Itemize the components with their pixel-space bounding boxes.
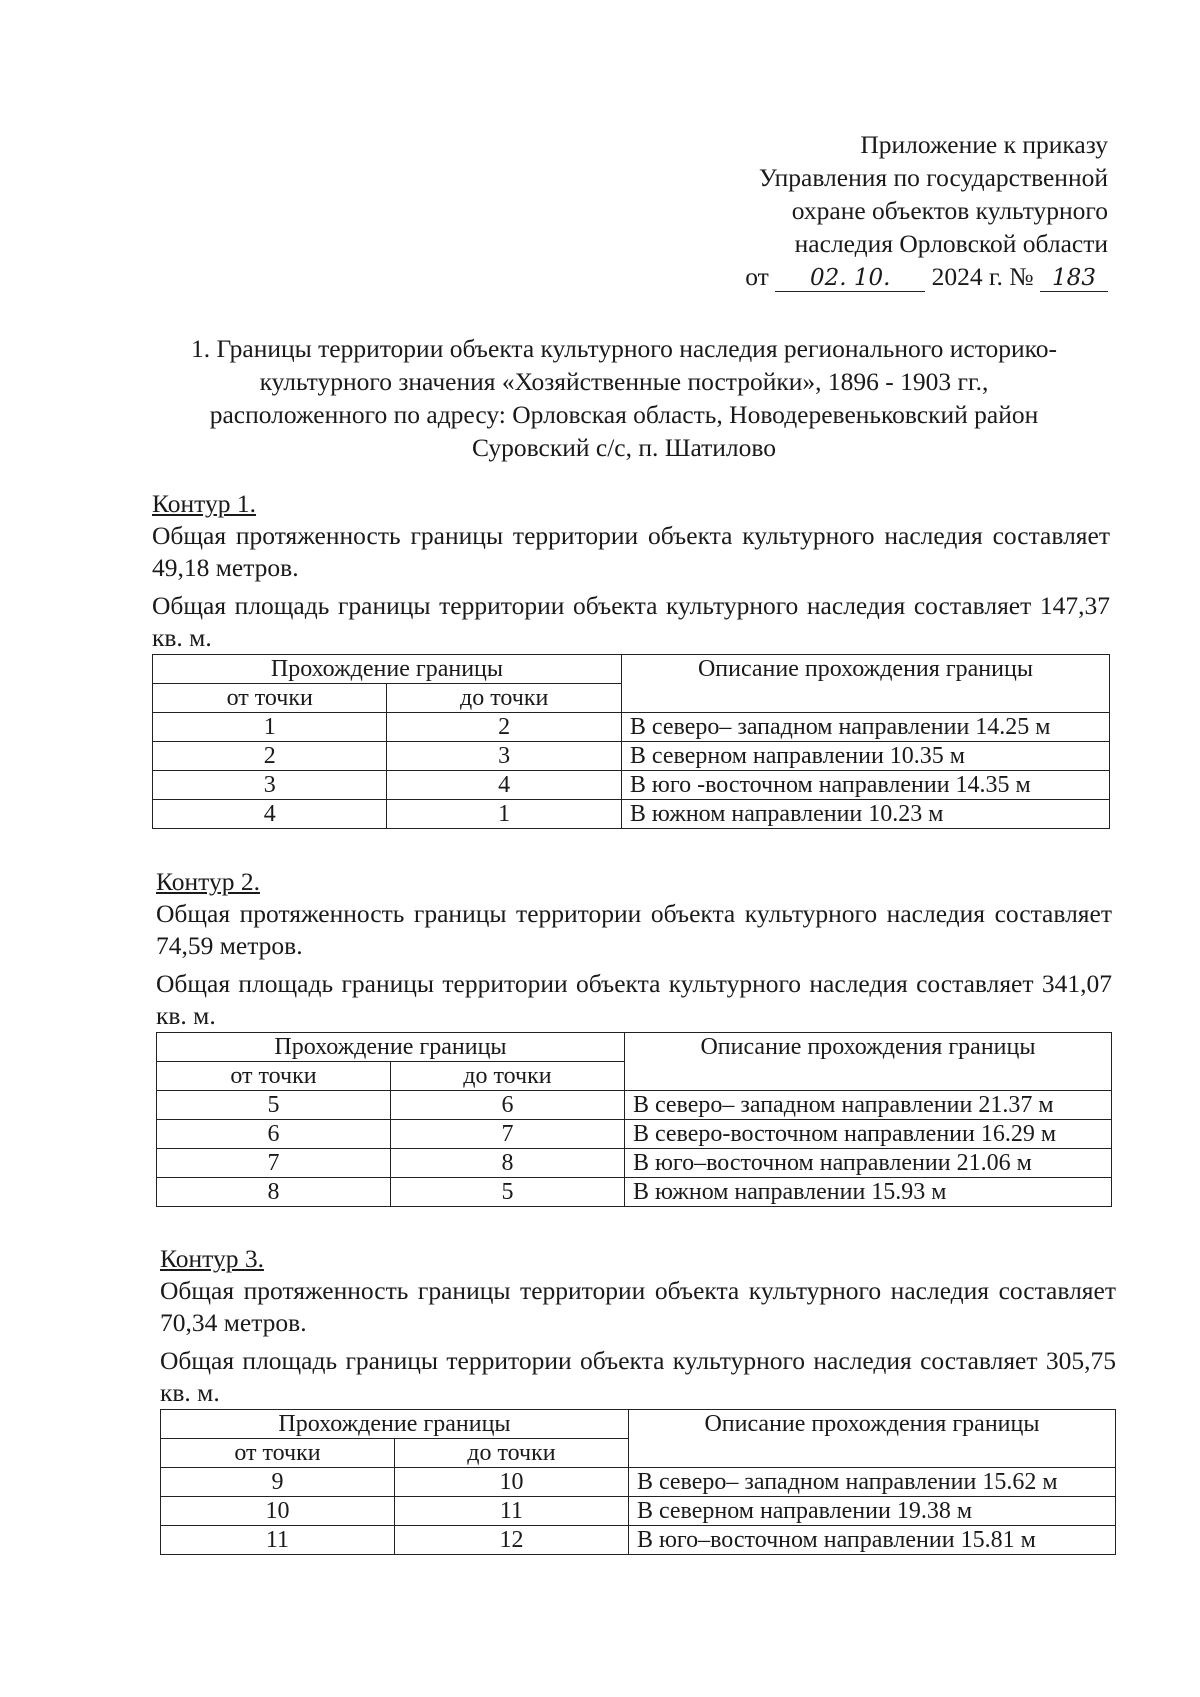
to-point: 4: [387, 771, 621, 800]
to-point: 3: [387, 742, 621, 771]
table-row: [157, 1120, 1112, 1149]
boundary-description: В юго–восточном направлении 21.06 м: [624, 1149, 1111, 1178]
col-to-header: до точки: [394, 1439, 628, 1468]
from-point: 4: [153, 800, 387, 829]
col-group-header: Прохождение границы: [157, 1033, 625, 1062]
handwritten-date: 02. 10.: [775, 265, 925, 292]
contour-area-text: Общая площадь границы территории объекта культурного наследия составляет 341,07 кв. м.: [156, 969, 1112, 1030]
contour-heading: Контур 3.: [160, 1244, 264, 1273]
title-line: расположенного по адресу: Орловская область, Новодеревеньковский район: [209, 400, 1039, 429]
title-line: культурного значения «Хозяйственные постройки», 1896 - 1903 гг.,: [259, 367, 989, 396]
boundary-description: В южном направлении 15.93 м: [624, 1178, 1111, 1207]
table-row: [161, 1468, 1116, 1497]
to-point: 1: [387, 800, 621, 829]
from-point: 8: [157, 1178, 391, 1207]
boundary-description: В северном направлении 10.35 м: [621, 742, 1109, 771]
contour-3-section: [160, 1243, 1116, 1555]
table-row: [161, 1497, 1116, 1526]
boundary-description: В юго–восточном направлении 15.81 м: [628, 1526, 1115, 1555]
to-point: 2: [387, 713, 621, 742]
col-description-header: Описание прохождения границы: [628, 1410, 1115, 1468]
contour-area-text: Общая площадь границы территории объекта культурного наследия составляет 147,37 кв. м.: [152, 591, 1110, 652]
order-date-line: [745, 260, 1108, 293]
handwritten-order-number: 183: [1040, 265, 1108, 292]
to-point: 6: [390, 1091, 624, 1120]
from-point: 6: [157, 1120, 391, 1149]
col-from-header: от точки: [157, 1062, 391, 1091]
from-point: 3: [153, 771, 387, 800]
table-row: [153, 771, 1110, 800]
contour-1-section: [152, 488, 1110, 829]
col-description-header: Описание прохождения границы: [621, 655, 1109, 713]
header-line: наследия Орловской области: [794, 229, 1108, 258]
to-point: 5: [390, 1178, 624, 1207]
table-row: [153, 742, 1110, 771]
col-group-header: Прохождение границы: [161, 1410, 629, 1439]
from-point: 1: [153, 713, 387, 742]
table-row: [153, 713, 1110, 742]
col-from-header: от точки: [161, 1439, 395, 1468]
from-point: 10: [161, 1497, 395, 1526]
contour-length-text: Общая протяженность границы территории объекта культурного наследия составляет 74,59 метров.: [156, 899, 1112, 960]
year-text: 2024 г. №: [931, 262, 1034, 291]
col-description-header: Описание прохождения границы: [624, 1033, 1111, 1091]
to-point: 7: [390, 1120, 624, 1149]
contour-heading: Контур 2.: [156, 867, 260, 896]
table-row: [157, 1149, 1112, 1178]
col-to-header: до точки: [387, 684, 621, 713]
contour-heading: Контур 1.: [152, 489, 256, 518]
from-point: 7: [157, 1149, 391, 1178]
from-point: 5: [157, 1091, 391, 1120]
boundary-description: В южном направлении 10.23 м: [621, 800, 1109, 829]
boundary-description: В северо– западном направлении 15.62 м: [628, 1468, 1115, 1497]
boundary-description: В северо-восточном направлении 16.29 м: [624, 1120, 1111, 1149]
to-point: 12: [394, 1526, 628, 1555]
header-line: Управления по государственной: [758, 163, 1108, 192]
contour-length-text: Общая протяженность границы территории объекта культурного наследия составляет 70,34 метров.: [160, 1276, 1116, 1337]
to-point: 8: [390, 1149, 624, 1178]
boundary-description: В юго -восточном направлении 14.35 м: [621, 771, 1109, 800]
contour-length-text: Общая протяженность границы территории объекта культурного наследия составляет 49,18 метров.: [152, 521, 1110, 582]
header-line: охране объектов культурного: [791, 196, 1108, 225]
boundary-description: В северо– западном направлении 21.37 м: [624, 1091, 1111, 1120]
boundary-table: [152, 654, 1110, 829]
to-point: 11: [394, 1497, 628, 1526]
appendix-header: [745, 128, 1108, 293]
from-point: 2: [153, 742, 387, 771]
from-point: 9: [161, 1468, 395, 1497]
table-row: [157, 1091, 1112, 1120]
table-row: [153, 800, 1110, 829]
col-from-header: от точки: [153, 684, 387, 713]
contour-area-text: Общая площадь границы территории объекта культурного наследия составляет 305,75 кв. м.: [160, 1346, 1116, 1407]
title-line: Суровский с/с, п. Шатилово: [471, 433, 777, 462]
contour-2-section: [156, 866, 1112, 1207]
boundary-description: В северном направлении 19.38 м: [628, 1497, 1115, 1526]
document-title: [140, 332, 1108, 464]
col-to-header: до точки: [390, 1062, 624, 1091]
table-row: [161, 1526, 1116, 1555]
from-point: 11: [161, 1526, 395, 1555]
boundary-table: [156, 1032, 1112, 1207]
to-point: 10: [394, 1468, 628, 1497]
boundary-table: [160, 1409, 1116, 1555]
col-group-header: Прохождение границы: [153, 655, 622, 684]
header-line: Приложение к приказу: [860, 130, 1108, 159]
date-prefix: от: [745, 262, 769, 291]
boundary-description: В северо– западном направлении 14.25 м: [621, 713, 1109, 742]
table-row: [157, 1178, 1112, 1207]
title-line: 1. Границы территории объекта культурного наследия регионального историко-: [190, 334, 1057, 363]
